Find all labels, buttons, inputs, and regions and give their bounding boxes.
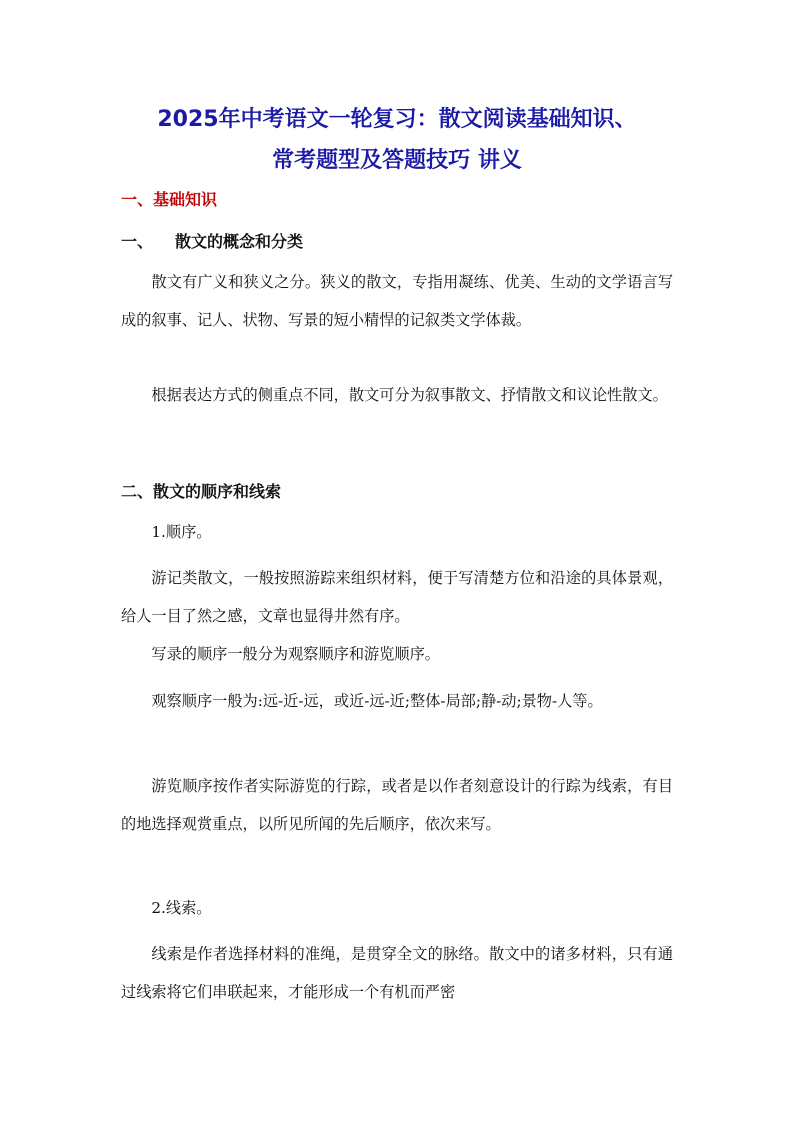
document-title-line2: 常考题型及答题技巧 讲义 [272,148,522,173]
list-item-clue: 2.线索。 [151,899,212,917]
list-item-order: 1.顺序。 [151,523,212,541]
subheading-order-clue: 二、散文的顺序和线索 [121,482,282,501]
document-title-line1: 2025年中考语文一轮复习：散文阅读基础知识、 [157,107,637,132]
subheading-concept-number: 一、 [121,232,154,251]
paragraph-definition: 散文有广义和狭义之分。狭义的散文，专指用凝练、优美、生动的文学语言写成的叙事、记人、状物、写景的短小精悍的记叙类文学体裁。 [121,273,673,329]
paragraph-observation-order: 观察顺序一般为:远-近-远，或近-远-近;整体-局部;静-动;景物-人等。 [151,692,603,710]
paragraph-travel-order: 游记类散文，一般按照游踪来组织材料，便于写清楚方位和沿途的具体景观，给人一目了然之感，文章也显得井然有序。 [121,569,673,625]
subheading-concept [121,230,303,254]
section-heading-basics: 一、基础知识 [121,190,218,209]
paragraph-clue: 线索是作者选择材料的准绳，是贯穿全文的脉络。散文中的诸多材料，只有通过线索将它们串联起来，才能形成一个有机而严密 [121,945,673,1001]
paragraph-tour-order: 游览顺序按作者实际游览的行踪，或者是以作者刻意设计的行踪为线索，有目的地选择观赏重点，以所见所闻的先后顺序，依次来写。 [121,777,673,833]
paragraph-writing-order: 写录的顺序一般分为观察顺序和游览顺序。 [151,645,440,663]
paragraph-classification: 根据表达方式的侧重点不同，散文可分为叙事散文、抒情散文和议论性散文。 [151,386,668,404]
subheading-concept-text: 散文的概念和分类 [175,232,304,251]
